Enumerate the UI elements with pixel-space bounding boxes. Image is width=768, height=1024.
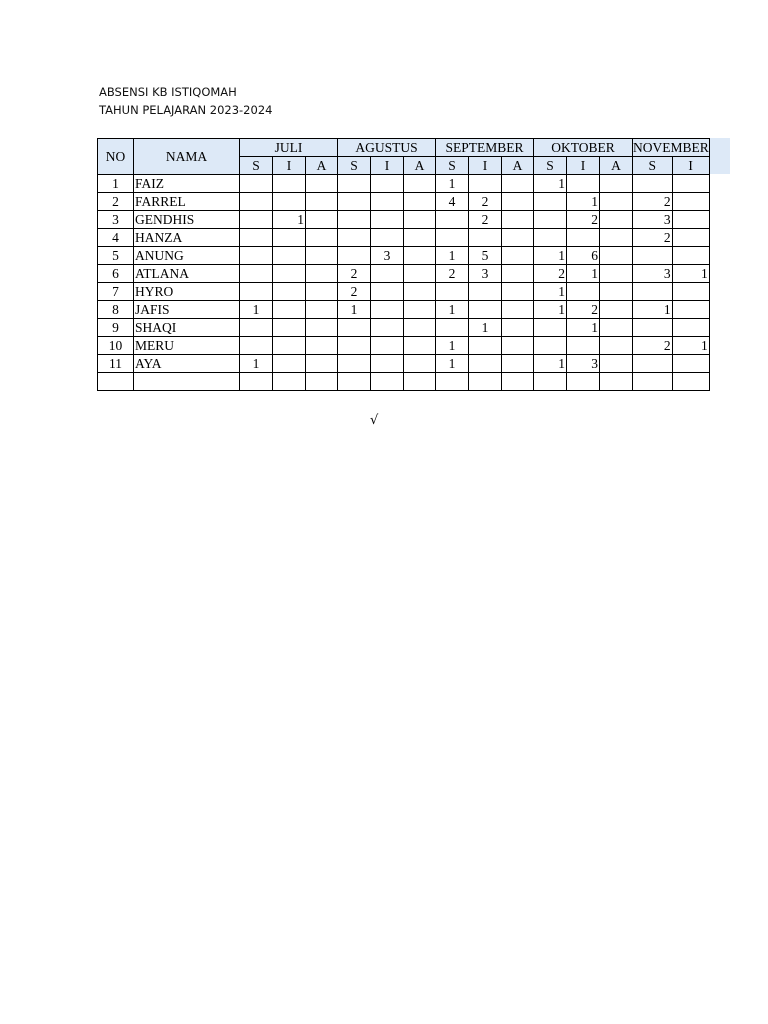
count-oktober-i [567, 175, 600, 193]
count-juli-a [306, 355, 338, 373]
row-number: 4 [98, 229, 134, 247]
count-september-a [502, 373, 534, 391]
count-agustus-a [404, 175, 436, 193]
count-juli-a [306, 247, 338, 265]
count-juli-i: 1 [273, 211, 306, 229]
count-juli-a [306, 229, 338, 247]
attendance-table [97, 138, 710, 391]
count-juli-s [240, 175, 273, 193]
count-agustus-i [371, 193, 404, 211]
count-oktober-a [600, 229, 633, 247]
count-oktober-a [600, 247, 633, 265]
count-oktober-s: 1 [534, 247, 567, 265]
count-september-i [469, 283, 502, 301]
count-november-s [633, 355, 673, 373]
count-juli-i [273, 247, 306, 265]
table-row [98, 337, 710, 355]
count-september-a [502, 175, 534, 193]
count-september-a [502, 337, 534, 355]
count-november-s [633, 247, 673, 265]
count-juli-a [306, 337, 338, 355]
count-oktober-i [567, 373, 600, 391]
table-header [98, 139, 710, 175]
student-name: HANZA [134, 229, 240, 247]
header-month-juli: JULI [240, 139, 338, 157]
row-number: 11 [98, 355, 134, 373]
count-agustus-i [371, 283, 404, 301]
count-agustus-s [338, 193, 371, 211]
header-sub-november-i: I [672, 157, 709, 175]
count-juli-s [240, 283, 273, 301]
count-juli-s [240, 229, 273, 247]
header-month-september: SEPTEMBER [436, 139, 534, 157]
count-november-s: 1 [633, 301, 673, 319]
count-oktober-i: 1 [567, 193, 600, 211]
count-oktober-i: 1 [567, 319, 600, 337]
row-number: 1 [98, 175, 134, 193]
count-agustus-a [404, 337, 436, 355]
count-agustus-i [371, 373, 404, 391]
row-number: 6 [98, 265, 134, 283]
count-september-s: 2 [436, 265, 469, 283]
count-september-s: 1 [436, 247, 469, 265]
count-oktober-a [600, 265, 633, 283]
student-name: GENDHIS [134, 211, 240, 229]
student-name: ATLANA [134, 265, 240, 283]
count-agustus-s [338, 355, 371, 373]
count-oktober-s [534, 373, 567, 391]
count-juli-a [306, 211, 338, 229]
student-name: HYRO [134, 283, 240, 301]
header-month-november-label: NOVEMBER [633, 140, 709, 155]
count-oktober-a [600, 337, 633, 355]
count-september-a [502, 355, 534, 373]
count-november-s: 2 [633, 193, 673, 211]
count-juli-i [273, 175, 306, 193]
header-month-november [633, 139, 710, 157]
count-november-s: 2 [633, 337, 673, 355]
count-september-i [469, 337, 502, 355]
count-oktober-i [567, 229, 600, 247]
count-november-i [672, 247, 709, 265]
table-body [98, 175, 710, 391]
count-agustus-i [371, 265, 404, 283]
count-juli-s [240, 247, 273, 265]
count-oktober-a [600, 283, 633, 301]
header-sub-oktober-a: A [600, 157, 633, 175]
count-september-s: 1 [436, 337, 469, 355]
count-agustus-a [404, 301, 436, 319]
count-september-s: 1 [436, 301, 469, 319]
header-sub-juli-i: I [273, 157, 306, 175]
count-september-i [469, 373, 502, 391]
count-september-s [436, 373, 469, 391]
header-month-oktober: OKTOBER [534, 139, 633, 157]
row-number: 3 [98, 211, 134, 229]
count-oktober-s [534, 337, 567, 355]
count-september-s [436, 283, 469, 301]
count-oktober-s: 1 [534, 283, 567, 301]
count-september-a [502, 265, 534, 283]
count-agustus-i [371, 301, 404, 319]
count-september-a [502, 301, 534, 319]
table-row [98, 283, 710, 301]
row-number: 9 [98, 319, 134, 337]
count-september-s [436, 229, 469, 247]
row-number [98, 373, 134, 391]
count-juli-a [306, 373, 338, 391]
count-oktober-s: 1 [534, 175, 567, 193]
count-agustus-i [371, 319, 404, 337]
count-september-i: 5 [469, 247, 502, 265]
table-row [98, 319, 710, 337]
count-november-i [672, 193, 709, 211]
header-sub-agustus-a: A [404, 157, 436, 175]
count-agustus-a [404, 283, 436, 301]
count-juli-a [306, 319, 338, 337]
count-september-a [502, 247, 534, 265]
count-juli-s [240, 265, 273, 283]
table-row [98, 373, 710, 391]
count-juli-a [306, 265, 338, 283]
count-oktober-a [600, 301, 633, 319]
table-row [98, 193, 710, 211]
count-september-a [502, 193, 534, 211]
header-nama: NAMA [134, 139, 240, 175]
header-sub-september-s: S [436, 157, 469, 175]
header-sub-september-i: I [469, 157, 502, 175]
row-number: 5 [98, 247, 134, 265]
count-oktober-s: 2 [534, 265, 567, 283]
count-juli-s [240, 337, 273, 355]
count-agustus-a [404, 319, 436, 337]
count-juli-i [273, 373, 306, 391]
count-agustus-s [338, 229, 371, 247]
count-agustus-i [371, 211, 404, 229]
count-oktober-i [567, 283, 600, 301]
count-agustus-i: 3 [371, 247, 404, 265]
count-agustus-i [371, 355, 404, 373]
count-september-i: 2 [469, 193, 502, 211]
count-oktober-a [600, 211, 633, 229]
student-name: FAIZ [134, 175, 240, 193]
count-november-i [672, 319, 709, 337]
count-september-i: 2 [469, 211, 502, 229]
header-sub-oktober-s: S [534, 157, 567, 175]
count-september-i: 1 [469, 319, 502, 337]
count-november-i [672, 283, 709, 301]
count-agustus-s [338, 211, 371, 229]
table-row [98, 265, 710, 283]
count-agustus-s: 1 [338, 301, 371, 319]
count-september-i [469, 229, 502, 247]
header-no: NO [98, 139, 134, 175]
count-juli-a [306, 301, 338, 319]
student-name: JAFIS [134, 301, 240, 319]
count-november-s [633, 283, 673, 301]
count-november-i [672, 175, 709, 193]
count-juli-a [306, 283, 338, 301]
student-name: FARREL [134, 193, 240, 211]
header-sub-november-s: S [633, 157, 673, 175]
count-agustus-a [404, 247, 436, 265]
count-agustus-s: 2 [338, 283, 371, 301]
count-agustus-s [338, 247, 371, 265]
document-title: ABSENSI KB ISTIQOMAH [99, 85, 237, 99]
count-agustus-a [404, 193, 436, 211]
count-november-s: 3 [633, 265, 673, 283]
count-agustus-a [404, 229, 436, 247]
checkmark: √ [370, 413, 379, 428]
count-juli-a [306, 193, 338, 211]
count-november-i [672, 373, 709, 391]
table-row [98, 355, 710, 373]
student-name: MERU [134, 337, 240, 355]
student-name [134, 373, 240, 391]
count-september-a [502, 211, 534, 229]
count-november-i: 1 [672, 337, 709, 355]
count-november-s: 2 [633, 229, 673, 247]
count-juli-i [273, 301, 306, 319]
count-september-i [469, 301, 502, 319]
count-oktober-a [600, 175, 633, 193]
header-month-agustus: AGUSTUS [338, 139, 436, 157]
row-number: 2 [98, 193, 134, 211]
header-sub-oktober-i: I [567, 157, 600, 175]
count-agustus-s [338, 319, 371, 337]
count-november-s: 3 [633, 211, 673, 229]
count-september-a [502, 319, 534, 337]
table-row [98, 301, 710, 319]
count-agustus-a [404, 373, 436, 391]
count-oktober-i: 3 [567, 355, 600, 373]
count-oktober-a [600, 355, 633, 373]
count-juli-s [240, 373, 273, 391]
count-september-s [436, 319, 469, 337]
count-agustus-a [404, 265, 436, 283]
count-juli-i [273, 229, 306, 247]
count-juli-s: 1 [240, 355, 273, 373]
count-juli-i [273, 319, 306, 337]
count-november-i [672, 355, 709, 373]
table-row [98, 229, 710, 247]
count-agustus-i [371, 175, 404, 193]
count-november-s [633, 373, 673, 391]
count-agustus-s [338, 175, 371, 193]
table-row [98, 247, 710, 265]
header-sub-agustus-i: I [371, 157, 404, 175]
count-agustus-i [371, 337, 404, 355]
header-sub-agustus-s: S [338, 157, 371, 175]
document-subtitle: TAHUN PELAJARAN 2023-2024 [99, 103, 273, 117]
count-oktober-s [534, 193, 567, 211]
count-oktober-a [600, 193, 633, 211]
count-september-s: 4 [436, 193, 469, 211]
count-oktober-s: 1 [534, 301, 567, 319]
count-oktober-a [600, 373, 633, 391]
table-row [98, 175, 710, 193]
count-november-i [672, 301, 709, 319]
student-name: ANUNG [134, 247, 240, 265]
count-september-i: 3 [469, 265, 502, 283]
table-row [98, 211, 710, 229]
row-number: 10 [98, 337, 134, 355]
count-juli-s [240, 319, 273, 337]
count-oktober-i: 2 [567, 301, 600, 319]
count-oktober-s [534, 211, 567, 229]
count-agustus-s [338, 373, 371, 391]
header-sub-juli-a: A [306, 157, 338, 175]
student-name: SHAQI [134, 319, 240, 337]
header-sub-juli-s: S [240, 157, 273, 175]
count-november-i [672, 229, 709, 247]
count-september-s [436, 211, 469, 229]
count-juli-i [273, 283, 306, 301]
count-oktober-i: 1 [567, 265, 600, 283]
count-juli-i [273, 355, 306, 373]
count-oktober-s [534, 319, 567, 337]
count-oktober-i: 2 [567, 211, 600, 229]
count-juli-i [273, 337, 306, 355]
count-juli-s: 1 [240, 301, 273, 319]
count-agustus-s: 2 [338, 265, 371, 283]
count-november-i [672, 211, 709, 229]
row-number: 7 [98, 283, 134, 301]
count-oktober-s [534, 229, 567, 247]
count-oktober-i: 6 [567, 247, 600, 265]
count-oktober-i [567, 337, 600, 355]
count-juli-i [273, 193, 306, 211]
count-september-s: 1 [436, 175, 469, 193]
count-agustus-a [404, 211, 436, 229]
header-row-months [98, 139, 710, 157]
count-agustus-a [404, 355, 436, 373]
count-agustus-i [371, 229, 404, 247]
row-number: 8 [98, 301, 134, 319]
count-september-s: 1 [436, 355, 469, 373]
count-agustus-s [338, 337, 371, 355]
count-november-i: 1 [672, 265, 709, 283]
count-juli-i [273, 265, 306, 283]
count-november-s [633, 175, 673, 193]
count-oktober-a [600, 319, 633, 337]
count-juli-s [240, 211, 273, 229]
count-september-i [469, 355, 502, 373]
header-sub-september-a: A [502, 157, 534, 175]
count-juli-a [306, 175, 338, 193]
count-september-a [502, 229, 534, 247]
count-september-a [502, 283, 534, 301]
student-name: AYA [134, 355, 240, 373]
count-november-s [633, 319, 673, 337]
count-september-i [469, 175, 502, 193]
count-oktober-s: 1 [534, 355, 567, 373]
count-juli-s [240, 193, 273, 211]
